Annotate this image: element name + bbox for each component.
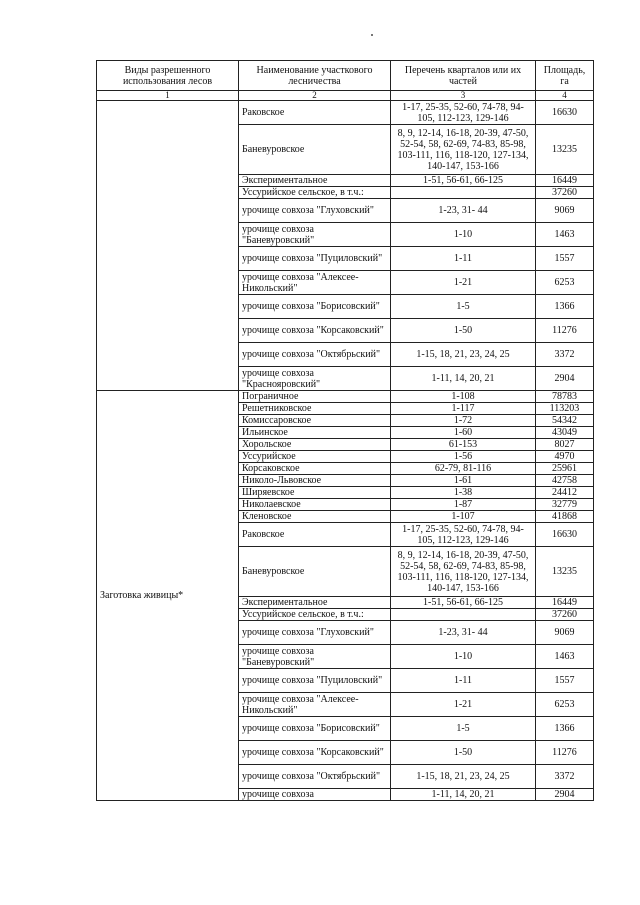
area-cell: 6253 [536,693,594,717]
area-cell: 6253 [536,271,594,295]
area-cell: 54342 [536,415,594,427]
forestry-name-cell: урочище совхоза "Корсаковский" [239,319,391,343]
area-cell: 3372 [536,343,594,367]
forestry-name-cell: Ширяевское [239,487,391,499]
area-cell: 16630 [536,523,594,547]
quarters-cell: 1-11 [391,247,536,271]
quarters-cell: 1-60 [391,427,536,439]
header-cell-forestry: Наименование участкового лесничества [239,61,391,91]
quarters-cell: 1-50 [391,319,536,343]
quarters-cell: 1-17, 25-35, 52-60, 74-78, 94-105, 112-123, 129-146 [391,101,536,125]
quarters-cell [391,187,536,199]
header-cell-area: Площадь, га [536,61,594,91]
quarters-cell: 1-5 [391,717,536,741]
area-cell: 2904 [536,367,594,391]
forestry-name-cell: урочище совхоза "Пуциловский" [239,247,391,271]
area-cell: 11276 [536,741,594,765]
forestry-name-cell: Ильинское [239,427,391,439]
area-cell: 13235 [536,125,594,175]
quarters-cell: 1-11 [391,669,536,693]
forestry-name-cell: Баневуровское [239,547,391,597]
area-cell: 113203 [536,403,594,415]
forestry-name-cell: Кленовское [239,511,391,523]
forestry-name-cell: урочище совхоза "Краснояровский" [239,367,391,391]
use-type-cell [97,391,239,801]
forestry-name-cell: Комиссаровское [239,415,391,427]
area-cell: 1463 [536,645,594,669]
quarters-cell: 1-107 [391,511,536,523]
forestry-name-cell: Экспериментальное [239,597,391,609]
table-row [97,391,594,403]
header-cell-quarters: Перечень кварталов или их частей [391,61,536,91]
quarters-cell: 1-21 [391,271,536,295]
forestry-name-cell: Уссурийское сельское, в т.ч.: [239,187,391,199]
area-cell: 3372 [536,765,594,789]
area-cell: 9069 [536,199,594,223]
forestry-name-cell: Раковское [239,101,391,125]
quarters-cell: 1-10 [391,645,536,669]
quarters-cell: 1-5 [391,295,536,319]
area-cell: 16449 [536,597,594,609]
header-row [97,61,594,91]
use-type-label: Заготовка живицы* [100,590,184,601]
area-cell: 4970 [536,451,594,463]
area-cell: 41868 [536,511,594,523]
column-number-row [97,91,594,101]
forestry-name-cell: урочище совхоза "Октябрьский" [239,343,391,367]
quarters-cell: 8, 9, 12-14, 16-18, 20-39, 47-50, 52-54, 58, 62-69, 74-83, 85-98, 103-111, 116, 118-120, 127-134, 140-147, 153-166 [391,547,536,597]
forestry-name-cell: урочище совхоза "Глуховский" [239,199,391,223]
area-cell: 1366 [536,717,594,741]
quarters-cell: 1-51, 56-61, 66-125 [391,597,536,609]
quarters-cell: 1-11, 14, 20, 21 [391,367,536,391]
quarters-cell: 1-50 [391,741,536,765]
area-cell: 1557 [536,247,594,271]
forestry-name-cell: урочище совхоза "Пуциловский" [239,669,391,693]
area-cell: 1557 [536,669,594,693]
quarters-cell: 1-38 [391,487,536,499]
forestry-name-cell: Уссурийское сельское, в т.ч.: [239,609,391,621]
quarters-cell: 1-117 [391,403,536,415]
quarters-cell [391,609,536,621]
quarters-cell: 1-17, 25-35, 52-60, 74-78, 94-105, 112-123, 129-146 [391,523,536,547]
forestry-name-cell: Николаевское [239,499,391,511]
forestry-name-cell: урочище совхоза "Борисовский" [239,717,391,741]
quarters-cell: 1-10 [391,223,536,247]
area-cell: 37260 [536,187,594,199]
quarters-cell: 1-23, 31- 44 [391,621,536,645]
area-cell: 37260 [536,609,594,621]
area-cell: 1463 [536,223,594,247]
area-cell: 32779 [536,499,594,511]
quarters-cell: 1-51, 56-61, 66-125 [391,175,536,187]
forestry-name-cell: урочище совхоза "Баневуровский" [239,223,391,247]
quarters-cell: 1-72 [391,415,536,427]
quarters-cell: 1-15, 18, 21, 23, 24, 25 [391,343,536,367]
forestry-name-cell: урочище совхоза "Борисовский" [239,295,391,319]
forestry-name-cell: урочище совхоза "Глуховский" [239,621,391,645]
forestry-name-cell: Экспериментальное [239,175,391,187]
forestry-name-cell: урочище совхоза "Корсаковский" [239,741,391,765]
area-cell: 9069 [536,621,594,645]
quarters-cell: 1-108 [391,391,536,403]
quarters-cell: 1-61 [391,475,536,487]
area-cell: 1366 [536,295,594,319]
forestry-name-cell: Баневуровское [239,125,391,175]
area-cell: 78783 [536,391,594,403]
forestry-name-cell: Раковское [239,523,391,547]
forest-use-table [96,60,594,801]
table-row [97,101,594,125]
forestry-name-cell: урочище совхоза "Октябрьский" [239,765,391,789]
area-cell: 13235 [536,547,594,597]
forestry-name-cell: Хорольское [239,439,391,451]
quarters-cell: 1-21 [391,693,536,717]
quarters-cell: 62-79, 81-116 [391,463,536,475]
area-cell: 2904 [536,789,594,801]
page-mark [371,34,373,36]
column-number: 4 [536,91,594,101]
quarters-cell: 1-11, 14, 20, 21 [391,789,536,801]
quarters-cell: 1-87 [391,499,536,511]
quarters-cell: 1-23, 31- 44 [391,199,536,223]
use-type-cell-empty [97,101,239,391]
forestry-name-cell: урочище совхоза [239,789,391,801]
forestry-name-cell: Николо-Львовское [239,475,391,487]
forestry-name-cell: урочище совхоза "Алексее-Никольский" [239,693,391,717]
forestry-name-cell: Решетниковское [239,403,391,415]
forestry-name-cell: Пограничное [239,391,391,403]
area-cell: 11276 [536,319,594,343]
quarters-cell: 8, 9, 12-14, 16-18, 20-39, 47-50, 52-54, 58, 62-69, 74-83, 85-98, 103-111, 116, 118-120, 127-134, 140-147, 153-166 [391,125,536,175]
quarters-cell: 61-153 [391,439,536,451]
column-number: 1 [97,91,239,101]
area-cell: 42758 [536,475,594,487]
column-number: 2 [239,91,391,101]
area-cell: 8027 [536,439,594,451]
area-cell: 43049 [536,427,594,439]
forestry-name-cell: Корсаковское [239,463,391,475]
area-cell: 16630 [536,101,594,125]
forestry-name-cell: урочище совхоза "Алексее-Никольский" [239,271,391,295]
forestry-name-cell: Уссурийское [239,451,391,463]
header-cell-use-type: Виды разрешенного использования лесов [97,61,239,91]
quarters-cell: 1-15, 18, 21, 23, 24, 25 [391,765,536,789]
forestry-name-cell: урочище совхоза "Баневуровский" [239,645,391,669]
area-cell: 16449 [536,175,594,187]
area-cell: 24412 [536,487,594,499]
quarters-cell: 1-56 [391,451,536,463]
column-number: 3 [391,91,536,101]
area-cell: 25961 [536,463,594,475]
